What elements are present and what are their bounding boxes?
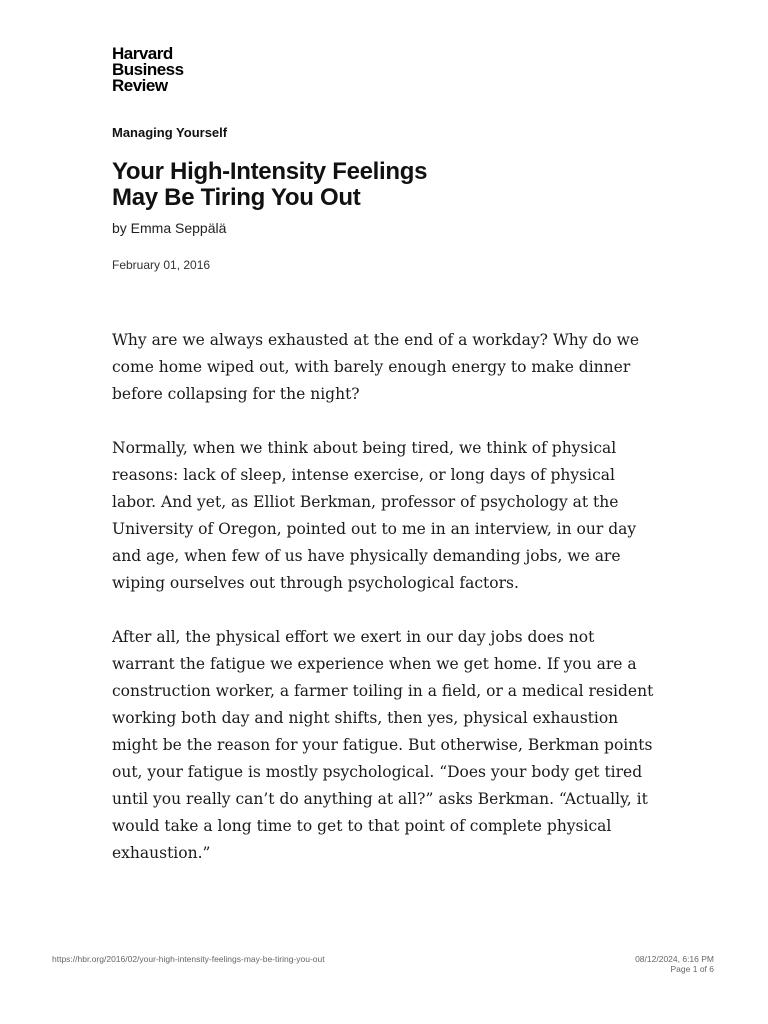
paragraph: Normally, when we think about being tired, we think of physical reasons: lack of sleep, intense exercise, or long days of physical labor. And yet, as Elliot Berkman, professor of psychology at the University of Oregon, pointed out to me in an interview, in our day and age, when few of us have physically demanding jobs, we are wiping ourselves out through psychological factors. (112, 439, 637, 592)
footer-meta (635, 954, 714, 974)
paragraph: After all, the physical effort we exert in our day jobs does not warrant the fatigue we experience when we get home. If you are a construction worker, a farmer toiling in a field, or a medical resident working both day and night shifts, then yes, physical exhaustion might be the reason for your fatigue. But otherwise, Berkman points out, your fatigue is mostly psychological. “Does your body get tired until you really can’t do anything at all?” asks Berkman. “Actually, it would take a long time to get to that point of complete physical exhaustion.” (112, 628, 654, 862)
paragraph: Why are we always exhausted at the end of a workday? Why do we come home wiped out, with barely enough energy to make dinner before collapsing for the night? (112, 331, 640, 403)
article-title (112, 159, 672, 211)
title-line-1: Your High-Intensity Feelings (112, 158, 428, 185)
section-label: Managing Yourself (112, 125, 228, 140)
logo-line-3: Review (112, 76, 168, 95)
footer-timestamp: 08/12/2024, 6:16 PM (635, 954, 714, 964)
publish-date: February 01, 2016 (112, 258, 211, 272)
footer-url: https://hbr.org/2016/02/your-high-intensity-feelings-may-be-tiring-you-out (52, 954, 325, 964)
byline: by Emma Seppälä (112, 220, 227, 236)
hbr-logo (112, 46, 184, 94)
title-line-2: May Be Tiring You Out (112, 184, 361, 211)
footer-page-number: Page 1 of 6 (670, 964, 714, 974)
article-body (112, 327, 662, 894)
logo-line-2: Business (112, 60, 184, 79)
logo-line-1: Harvard (112, 44, 173, 63)
